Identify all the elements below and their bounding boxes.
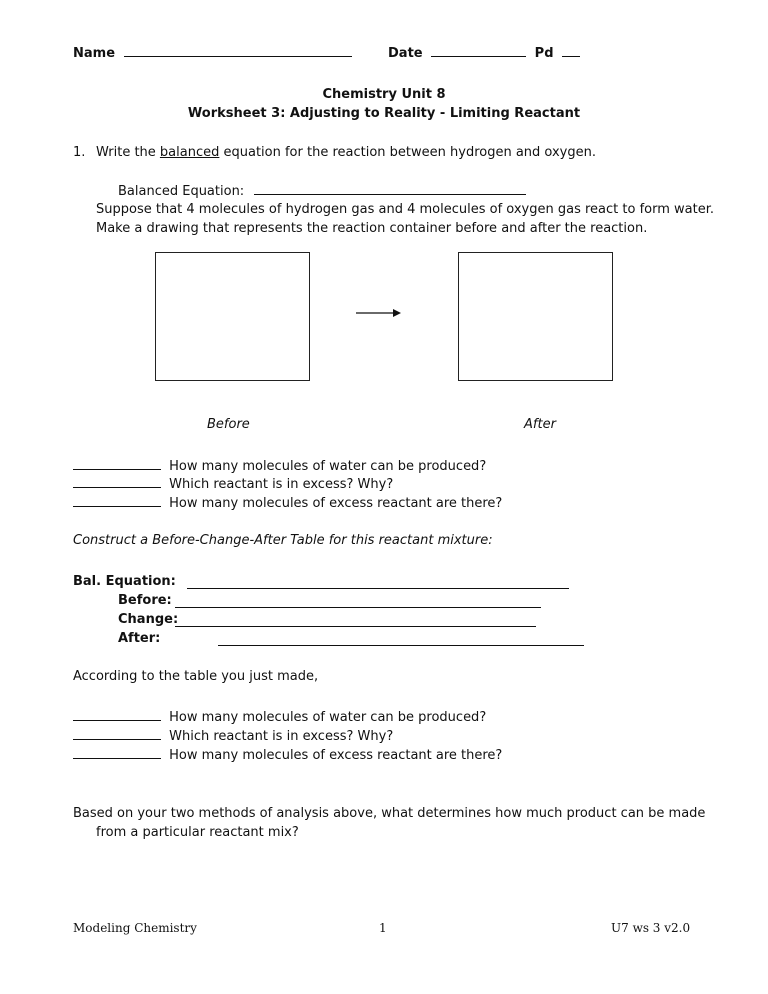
bca-before-label: Before: (118, 593, 172, 608)
question-b-text: Which reactant is in excess? Why? (169, 729, 394, 744)
q1-number: 1. (73, 145, 86, 160)
footer-page-number: 1 (379, 921, 387, 935)
bca-change-label: Change: (118, 612, 179, 627)
according-text: According to the table you just made, (73, 669, 319, 684)
balanced-equation-row (118, 182, 526, 200)
bca-bal-equation-blank[interactable] (187, 576, 569, 589)
answer-blank[interactable] (73, 727, 161, 740)
suppose-text: Suppose that 4 molecules of hydrogen gas and 4 molecules of oxygen gas react to form water. (96, 202, 714, 217)
name-row (73, 44, 352, 62)
bca-after-blank[interactable] (218, 633, 584, 646)
question-b-row (73, 746, 502, 764)
title-line2: Worksheet 3: Adjusting to Reality - Limiting Reactant (187, 106, 581, 121)
balanced-equation-label: Balanced Equation: (118, 184, 245, 199)
question-b-row (73, 708, 486, 726)
question-b-text: How many molecules of excess reactant are there? (169, 748, 503, 763)
bca-after-label: After: (118, 631, 161, 646)
question-b-row (73, 727, 393, 745)
bca-bal-equation-label: Bal. Equation: (73, 574, 176, 589)
reaction-arrow-icon (355, 307, 403, 319)
question-b-text: How many molecules of water can be produced? (169, 710, 487, 725)
date-row (388, 44, 580, 62)
answer-blank[interactable] (73, 457, 161, 470)
final-question-line1: Based on your two methods of analysis above, what determines how much product can be made (73, 806, 706, 821)
name-blank[interactable] (124, 44, 352, 57)
answer-blank[interactable] (73, 494, 161, 507)
final-question-line2: from a particular reactant mix? (96, 825, 299, 840)
bca-change-blank[interactable] (175, 614, 536, 627)
answer-blank[interactable] (73, 708, 161, 721)
question-a-text: Which reactant is in excess? Why? (169, 477, 394, 492)
question-a-row (73, 475, 393, 493)
bca-instruction: Construct a Before-Change-After Table for this reactant mixture: (73, 533, 493, 548)
question-a-text: How many molecules of water can be produced? (169, 459, 487, 474)
drawing-instruction: Make a drawing that represents the reaction container before and after the reaction. (96, 221, 648, 236)
before-box[interactable] (155, 252, 310, 381)
answer-blank[interactable] (73, 746, 161, 759)
after-label: After (524, 417, 556, 432)
question-a-row (73, 494, 502, 512)
bca-before-blank[interactable] (175, 595, 541, 608)
title-line1: Chemistry Unit 8 (322, 87, 446, 102)
before-label: Before (207, 417, 250, 432)
date-blank[interactable] (431, 44, 526, 57)
footer-left: Modeling Chemistry (73, 921, 197, 935)
answer-blank[interactable] (73, 475, 161, 488)
name-label: Name (73, 46, 116, 61)
q1-text-after: equation for the reaction between hydrogen and oxygen. (219, 145, 596, 160)
q1-underlined: balanced (159, 145, 220, 160)
question-a-row (73, 457, 486, 475)
after-box[interactable] (458, 252, 613, 381)
question-a-text: How many molecules of excess reactant are there? (169, 496, 503, 511)
q1-text-before: Write the (96, 145, 160, 160)
balanced-equation-blank[interactable] (254, 182, 526, 195)
date-label: Date (388, 46, 423, 61)
q1-text (96, 145, 596, 161)
footer-right: U7 ws 3 v2.0 (611, 921, 691, 935)
pd-label: Pd (534, 46, 554, 61)
pd-blank[interactable] (562, 44, 580, 57)
